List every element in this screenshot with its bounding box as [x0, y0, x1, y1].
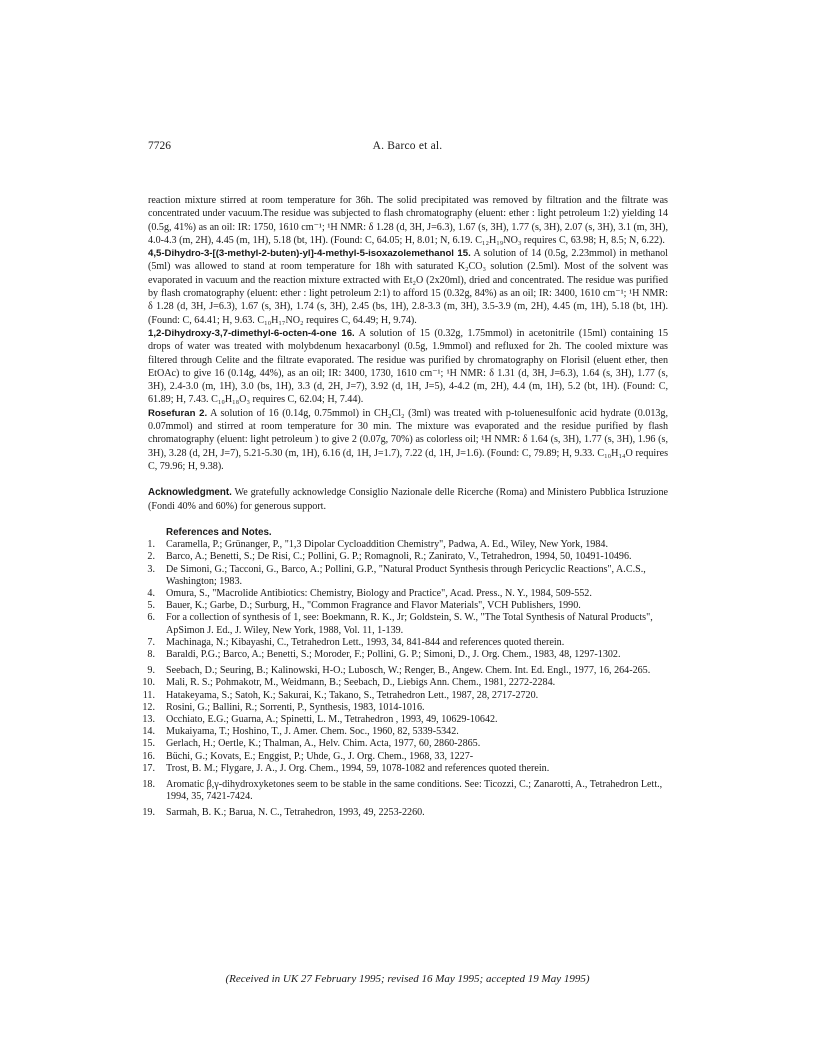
- reference-text: Sarmah, B. K.; Barua, N. C., Tetrahedron, 1993, 49, 2253-2260.: [166, 807, 425, 819]
- reference-number: 9.: [147, 665, 155, 677]
- section-compound-15: [148, 247, 668, 327]
- reference-item: [148, 600, 668, 612]
- reference-item: [142, 713, 668, 726]
- reference-item: [142, 726, 668, 738]
- section-rosefuran: [148, 407, 668, 473]
- received-dates: (Received in UK 27 February 1995; revised 16 May 1995; accepted 19 May 1995): [225, 973, 590, 985]
- acknowledgment-title: Acknowledgment.: [148, 487, 232, 499]
- article-body: [142, 194, 669, 820]
- reference-item: [142, 750, 668, 763]
- reference-number: 16.: [142, 750, 155, 762]
- reference-number: 19.: [142, 807, 155, 819]
- section-title-compound-15: 4,5-Dihydro-3-[(3-methyl-2-buten)-yl]-4-methyl-5-isoxazolemethanol 15.: [148, 248, 471, 260]
- reference-text: Mali, R. S.; Pohmakotr, M., Weidmann, B.; Seebach, D., Liebigs Ann. Chem., 1981, 2272-2284.: [166, 677, 556, 689]
- reference-number: 1.: [147, 539, 155, 551]
- reference-item: [142, 701, 668, 714]
- reference-number: 6.: [147, 612, 155, 624]
- reference-item: [142, 778, 668, 803]
- section-title-compound-16: 1,2-Dihydroxy-3,7-dimethyl-6-octen-4-one 16.: [148, 327, 355, 339]
- reference-text: Aromatic β,γ-dihydroxyketones seem to be stable in the same conditions. See: Ticozzi, C.; Zanarotti, A., Tetrahedron Lett., 1994, 35, 7421-7424.: [166, 778, 663, 803]
- reference-text: De Simoni, G.; Tacconi, G., Barco, A.; Pollini, G.P., "Natural Product Synthesis through Pericyclic Reactions", A.C.S., Washington; 1983.: [166, 563, 646, 587]
- reference-text: Mukaiyama, T.; Hoshino, T., J. Amer. Chem. Soc., 1960, 82, 5339-5342.: [166, 726, 459, 738]
- page-number: 7726: [148, 140, 171, 152]
- reference-item: [142, 677, 668, 689]
- reference-text: Trost, B. M.; Flygare, J. A., J. Org. Chem., 1994, 59, 1078-1082 and references quoted therein.: [166, 762, 550, 774]
- reference-number: 3.: [147, 563, 155, 575]
- reference-item: [142, 689, 668, 702]
- references-title: References and Notes.: [166, 526, 272, 538]
- reference-number: 4.: [147, 587, 155, 599]
- reference-number: 5.: [147, 600, 155, 612]
- reference-item: [148, 551, 668, 563]
- reference-number: 15.: [142, 738, 155, 750]
- reference-text: Caramella, P.; Grünanger, P., "1,3 Dipolar Cycloaddition Chemistry", Padwa, A. Ed., Wiley, New York, 1984.: [166, 539, 608, 551]
- section-text-compound-16: A solution of 15 (0.32g, 1.75mmol) in acetonitrile (15ml) containing 15 drops of water was treated with molybdenum hexacarbonyl (0.5g, 1.9mmol) and refluxed for 2h. The cooled mixture was filtered through Celite and the filtrate evaporated. The residue was purified by chromatography on Florisil (eluent ether, then EtOAc) to give 16 (0.14g, 44%), as an oil; IR: 3400, 1730, 1610 cm⁻¹; ¹H NMR: δ 1.31 (d, 3H, J=6.3), 1.64 (s, 3H), 1.77 (s, 3H), 2.4-3.0 (m, 1H), 3.0 (bs, 1H), 3.3 (d, 2H, J=7), 3.92 (d, 1H, J=5), 4-4.2 (m, 2H), 4.4 (m, 1H), 5.2 (bt, 1H). (Found: C, 61.89; H, 7.43. C₁₀H₁₈O₃ requires C, 62.04; H, 7.44).: [148, 327, 669, 406]
- reference-item: [142, 738, 668, 750]
- reference-text: Büchi, G.; Kovats, E.; Enggist, P.; Uhde, G., J. Org. Chem., 1968, 33, 1227-: [166, 750, 474, 762]
- reference-text: Omura, S., "Macrolide Antibiotics: Chemistry, Biology and Practice", Acad. Press., N. Y., 1984, 509-552.: [166, 587, 592, 599]
- reference-item: [142, 762, 668, 775]
- reference-number: 12.: [142, 701, 155, 713]
- reference-item: [148, 564, 668, 588]
- reference-item: [148, 637, 668, 649]
- reference-text: Occhiato, E.G.; Guarna, A.; Spinetti, L. M., Tetrahedron , 1993, 49, 10629-10642.: [166, 713, 498, 725]
- running-head: A. Barco et al.: [372, 140, 443, 152]
- reference-number: 14.: [142, 726, 155, 738]
- section-text-compound-15: A solution of 14 (0.5g, 2.23mmol) in methanol (5ml) was allowed to stand at room temperature for 18h with saturated K₂CO₃ solution (2.5ml). Most of the solvent was evaporated in vacuum and the reaction mixture extracted with Et₂O (2x20ml), dried and concentrated. The residue was purified by flash cromatography (eluent: ether : light petroleum 2:1) to afford 15 (0.32g, 84%) as an oil; IR: 3400, 1610 cm⁻¹; ¹H NMR: δ 1.28 (d, 3H, J=6.3), 1.67 (s, 3H), 1.74 (s, 3H), 2.45 (bs, 1H), 2.8-3.3 (m, 3H), 3.5-3.9 (m, 2H), 4.45 (m, 1H), 5.18 (bt, 1H). (Found: C, 64.41; H, 9.63. C₁₀H₁₇NO₂ requires C, 64.49; H, 9.74).: [148, 248, 668, 326]
- references-list: [142, 539, 668, 819]
- reference-number: 10.: [142, 677, 155, 689]
- reference-item: [148, 665, 668, 677]
- reference-number: 7.: [147, 636, 155, 648]
- reference-number: 18.: [142, 778, 155, 790]
- reference-text: Rosini, G.; Ballini, R.; Sorrenti, P., Synthesis, 1983, 1014-1016.: [166, 701, 425, 713]
- reference-number: 2.: [147, 551, 155, 563]
- acknowledgment: [148, 486, 668, 513]
- reference-item: [148, 612, 668, 636]
- reference-text: Machinaga, N.; Kibayashi, C., Tetrahedron Lett., 1993, 34, 841-844 and references quoted therein.: [166, 636, 565, 648]
- reference-text: Bauer, K.; Garbe, D.; Surburg, H., "Common Fragrance and Flavor Materials", VCH Publishers, 1990.: [166, 600, 581, 612]
- reference-item: [142, 807, 668, 819]
- reference-text: For a collection of synthesis of 1, see: Boekmann, R. K., Jr; Goldstein, S. W., "The Total Synthesis of Natural Products", ApSimon J. Ed., J. Wiley, New York, 1988, Vol. 11, 1-139.: [166, 612, 653, 636]
- acknowledgment-text: We gratefully acknowledge Consiglio Nazionale delle Ricerche (Roma) and Ministero Pubblica Istruzione (Fondi 40% and 60%) for generous support.: [148, 487, 668, 512]
- reference-text: Hatakeyama, S.; Satoh, K.; Sakurai, K.; Takano, S., Tetrahedron Lett., 1987, 28, 2717-2720.: [166, 689, 539, 701]
- reference-text: Baraldi, P.G.; Barco, A.; Benetti, S.; Moroder, F.; Pollini, G. P.; Simoni, D., J. Org. Chem., 1983, 48, 1297-1302.: [166, 648, 621, 660]
- reference-number: 11.: [142, 689, 155, 701]
- paragraph-compound-14: reaction mixture stirred at room temperature for 36h. The solid precipitated was removed by filtration and the filtrate was concentrated under vacuum.The residue was subjected to flash chromatography (eluent: ether : light petroleum 1:2) yielding 14 (0.5g, 41%) as an oil: IR: 1750, 1610 cm⁻¹; ¹H NMR: δ 1.28 (d, 3H, J=6.3), 1.67 (s, 3H), 1.77 (s, 3H), 2.07 (s, 3H), 3.1 (m, 3H), 4.0-4.3 (m, 2H), 4.45 (m, 1H), 5.18 (bt, 1H). (Found: C, 64.05; H, 8.01; N, 6.19. C₁₂H₁₉NO₃ requires C, 63.98; H, 8.5; N, 6.22).: [148, 195, 668, 246]
- section-title-rosefuran: Rosefuran 2.: [148, 407, 208, 419]
- reference-item: [148, 649, 668, 661]
- section-compound-16: [148, 327, 668, 407]
- section-text-rosefuran: A solution of 16 (0.14g, 0.75mmol) in CH₂Cl₂ (3ml) was treated with p-toluenesulfonic acid hydrate (0.013g, 0.07mmol) and stirred at room temperature for 30 min. The mixture was evaporated and the residue purified by flash chromatography (eluent: light petroleum ) to give 2 (0.07g, 70%) as colorless oil; ¹H NMR: δ 1.64 (s, 3H), 1.77 (s, 3H), 1.96 (s, 3H), 3.28 (d, 2H, J=7), 5.21-5.30 (m, 1H), 6.16 (d, 1H, J=1.7), 7.22 (d, 1H, J=1.6). (Found: C, 79.89; H, 9.33. C₁₀H₁₄O requires C, 79.96; H, 9.38).: [148, 407, 668, 472]
- reference-text: Barco, A.; Benetti, S.; De Risi, C.; Pollini, G. P.; Romagnoli, R.; Zanirato, V., Tetrahedron, 1994, 50, 10491-10496.: [166, 551, 632, 563]
- reference-number: 8.: [147, 648, 155, 660]
- reference-text: Seebach, D.; Seuring, B.; Kalinowski, H-O.; Lubosch, W.; Renger, B., Angew. Chem. Int. Ed. Engl., 1977, 16, 264-265.: [166, 665, 651, 677]
- reference-number: 13.: [142, 713, 155, 725]
- reference-number: 17.: [142, 762, 155, 774]
- reference-item: [148, 588, 668, 600]
- reference-text: Gerlach, H.; Oertle, K.; Thalman, A., Helv. Chim. Acta, 1977, 60, 2860-2865.: [166, 738, 481, 750]
- reference-item: [148, 539, 668, 551]
